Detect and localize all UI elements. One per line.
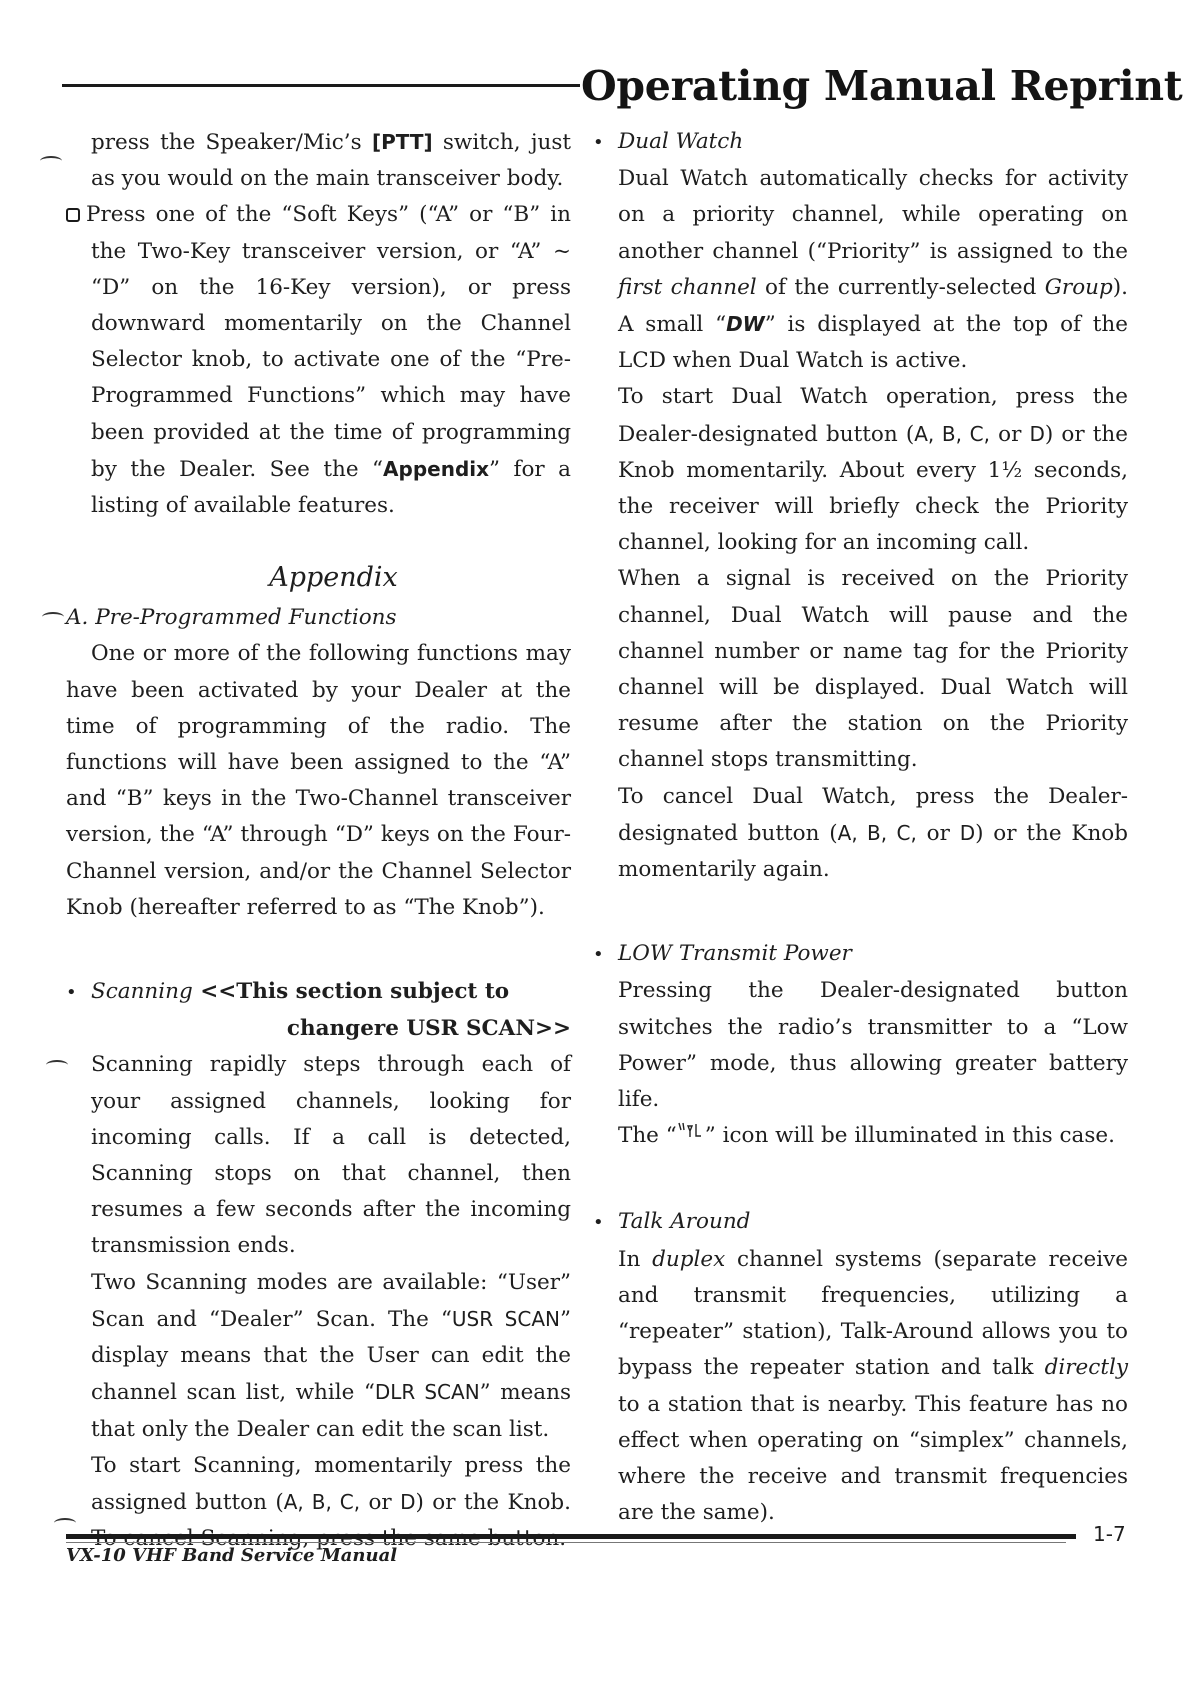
dual-watch-paragraph-4: To cancel Dual Watch, press the Dealer-designated button (A, B, C, or D) or the Knob momentarily again. (618, 783, 1128, 883)
low-power-paragraph-2: The “ ” icon will be illuminated in this case. (618, 1123, 1115, 1149)
low-power-heading: • LOW Transmit Power (618, 936, 1128, 973)
page-number: 1-7 (1093, 1522, 1126, 1546)
talk-around-heading: • Talk Around (618, 1204, 1128, 1241)
checkbox-icon (66, 208, 80, 222)
left-column (66, 124, 571, 1557)
footer-manual-title: VX-10 VHF Band Service Manual (66, 1545, 398, 1566)
scanning-note: changere USR SCAN>> (286, 1016, 571, 1042)
dual-watch-paragraph-2: To start Dual Watch operation, press the Dealer-designated button (A, B, C, or D) or the Knob momentarily. About every 1½ seconds, the receiver will briefly check the Priority channel, looking for an incoming call. (618, 384, 1128, 556)
talk-around-paragraph: In duplex channel systems (separate receive and transmit frequencies, utilizing a “repeater” station), Talk-Around allows you to bypass the repeater station and talk directly to a station that is nearby. This feature has no effect when operating on “simplex” channels, where the receive and transmit frequencies are the same). (618, 1246, 1128, 1526)
margin-mark (40, 156, 62, 166)
dual-watch-paragraph-3: When a signal is received on the Priority channel, Dual Watch will pause and the channel number or name tag for the Priority channel will be displayed. Dual Watch will resume after the station on the Priority channel stops transmitting. (618, 566, 1128, 773)
appendix-body: One or more of the following functions may have been activated by your Dealer at the time of programming of the radio. The functions will have been assigned to the “A” and “B” keys in the Two-Channel transceiver version, the “A” through “D” keys on the Four-Channel version, and/or the Channel Selector Knob (hereafter referred to as “The Knob”). (66, 641, 571, 920)
dual-watch-heading: • Dual Watch (618, 124, 1128, 161)
appendix-heading: Appendix (269, 562, 398, 594)
bullet-icon: • (593, 1212, 604, 1234)
page-title: Operating Manual Reprint (581, 62, 1183, 110)
intro-paragraph-soft-keys: Press one of the “Soft Keys” (“A” or “B” in the Two-Key transceiver version, or “A” ~ “D” on the 16-Key version), or press downward momentarily on the Channel Selector knob, to activate one of the “Pre-Programmed Functions” which may have been provided at the time of programming by the Dealer. See the “Appendix” for a listing of available features. (66, 197, 571, 524)
intro-paragraph-ptt: press the Speaker/Mic’s [PTT] switch, just as you would on the main transceiver body. (91, 130, 572, 192)
scanning-heading: • Scanning <<This section subject to (66, 974, 571, 1011)
dual-watch-paragraph-1: Dual Watch automatically checks for activity on a priority channel, while operating on another channel (“Priority” is assigned to the first channel of the currently-selected Group). A small “DW” is displayed at the top of the LCD when Dual Watch is active. (618, 166, 1128, 374)
scanning-paragraph-3: To start Scanning, momentarily press the assigned button (A, B, C, or D) or the Knob. (91, 1452, 572, 1515)
right-column (593, 124, 1128, 1531)
footer-rule (66, 1534, 1076, 1539)
margin-mark (54, 1518, 76, 1528)
bullet-icon: • (593, 944, 604, 966)
margin-mark (46, 1060, 68, 1070)
bullet-icon: • (593, 132, 604, 153)
margin-mark (42, 612, 64, 622)
header-rule (62, 84, 580, 87)
appendix-subheading: A. Pre-Programmed Functions (66, 605, 397, 631)
low-power-paragraph-1: Pressing the Dealer-designated button switches the radio’s transmitter to a “Low Power” mode, thus allowing greater battery life. (618, 978, 1128, 1113)
scanning-paragraph-1: Scanning rapidly steps through each of your assigned channels, looking for incoming calls. If a call is detected, Scanning stops on that channel, then resumes a few seconds after the incoming transmission ends. (91, 1052, 571, 1259)
low-power-antenna-icon (677, 1122, 705, 1138)
scanning-paragraph-2: Two Scanning modes are available: “User” Scan and “Dealer” Scan. The “USR SCAN” display means that the User can edit the channel scan list, while “DLR SCAN” means that only the Dealer can edit the scan list. (91, 1269, 572, 1442)
bullet-icon: • (66, 982, 77, 1004)
